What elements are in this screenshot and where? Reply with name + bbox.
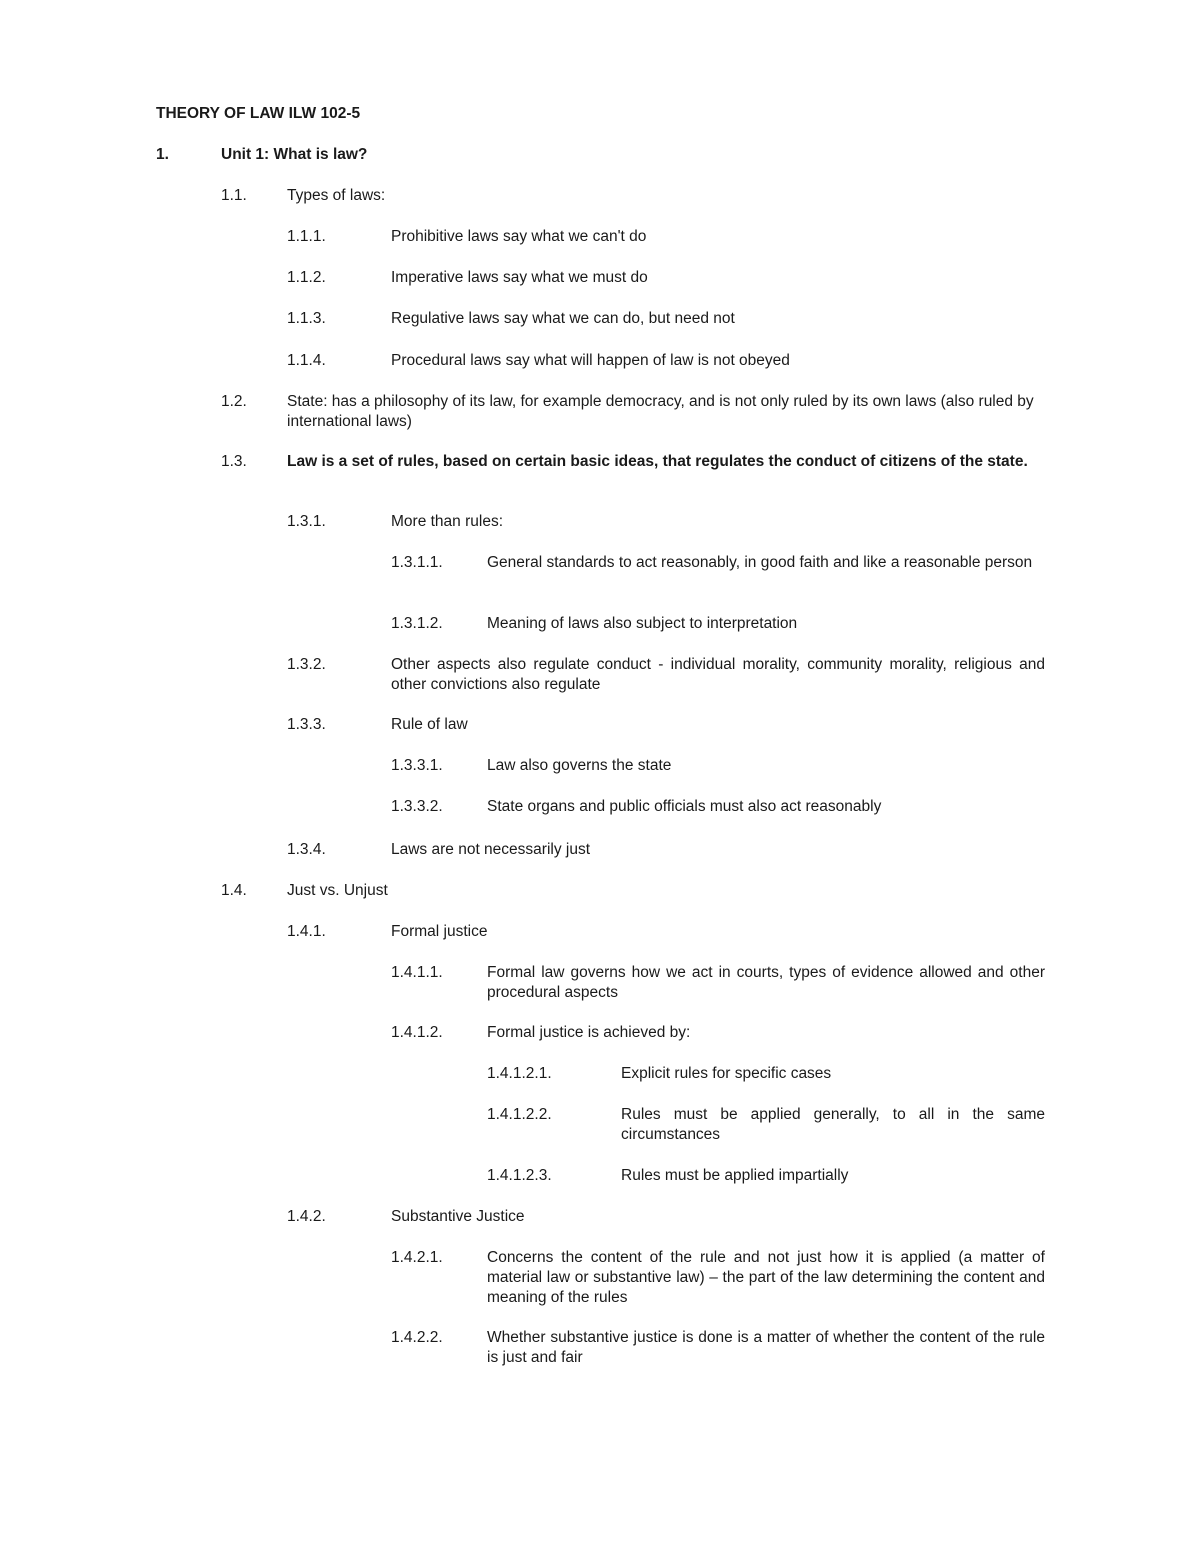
item-text: Prohibitive laws say what we can't do bbox=[391, 228, 647, 245]
item-number: 1.3.2. bbox=[287, 656, 326, 673]
item-text: General standards to act reasonably, in good faith and like a reasonable person bbox=[487, 554, 1033, 571]
item-text: Other aspects also regulate conduct - individual morality, community morality, religious and other convictions also regulate bbox=[391, 656, 1045, 693]
item-number: 1. bbox=[156, 146, 169, 163]
item-text: Rule of law bbox=[391, 716, 468, 733]
item-text: Whether substantive justice is done is a matter of whether the content of the rule is just and fair bbox=[487, 1329, 1045, 1366]
item-text: Meaning of laws also subject to interpretation bbox=[487, 615, 798, 632]
item-number: 1.3.3.1. bbox=[391, 757, 443, 774]
item-number: 1.3. bbox=[221, 453, 247, 470]
item-number: 1.3.1.2. bbox=[391, 615, 443, 632]
item-number: 1.1.3. bbox=[287, 310, 326, 327]
item-text: Explicit rules for specific cases bbox=[621, 1065, 832, 1082]
item-text: State: has a philosophy of its law, for example democracy, and is not only ruled by its own laws (also ruled by international laws) bbox=[287, 393, 1034, 430]
item-number: 1.1.4. bbox=[287, 352, 326, 369]
item-text: Law also governs the state bbox=[487, 757, 672, 774]
item-number: 1.2. bbox=[221, 393, 247, 410]
item-number: 1.3.4. bbox=[287, 841, 326, 858]
item-number: 1.3.1. bbox=[287, 513, 326, 530]
item-number: 1.3.3.2. bbox=[391, 798, 443, 815]
item-number: 1.4.1.1. bbox=[391, 964, 443, 981]
item-number: 1.4.1.2. bbox=[391, 1024, 443, 1041]
item-number: 1.1. bbox=[221, 187, 247, 204]
item-number: 1.4.2.2. bbox=[391, 1329, 443, 1346]
item-text: Rules must be applied impartially bbox=[621, 1167, 849, 1184]
item-text: More than rules: bbox=[391, 513, 503, 530]
item-number: 1.4.1. bbox=[287, 923, 326, 940]
item-text: Formal justice bbox=[391, 923, 488, 940]
item-number: 1.4.1.2.1. bbox=[487, 1065, 552, 1082]
item-number: 1.3.3. bbox=[287, 716, 326, 733]
item-text: Types of laws: bbox=[287, 187, 386, 204]
item-text: Formal law governs how we act in courts, types of evidence allowed and other procedural aspects bbox=[487, 964, 1045, 1001]
item-text: Unit 1: What is law? bbox=[221, 146, 368, 163]
item-number: 1.4. bbox=[221, 882, 247, 899]
item-text: Concerns the content of the rule and not just how it is applied (a matter of material law or substantive law) – the part of the law determining the content and meaning of the rules bbox=[487, 1249, 1045, 1306]
item-text: Substantive Justice bbox=[391, 1208, 525, 1225]
item-number: 1.1.2. bbox=[287, 269, 326, 286]
item-text: Imperative laws say what we must do bbox=[391, 269, 648, 286]
item-text: Formal justice is achieved by: bbox=[487, 1024, 691, 1041]
item-number: 1.4.1.2.3. bbox=[487, 1167, 552, 1184]
document-title: THEORY OF LAW ILW 102-5 bbox=[156, 105, 361, 122]
item-text: Rules must be applied generally, to all in the same circumstances bbox=[621, 1106, 1045, 1143]
item-text: State organs and public officials must also act reasonably bbox=[487, 798, 882, 815]
item-text: Procedural laws say what will happen of law is not obeyed bbox=[391, 352, 790, 369]
item-number: 1.1.1. bbox=[287, 228, 326, 245]
item-text: Regulative laws say what we can do, but need not bbox=[391, 310, 735, 327]
item-number: 1.3.1.1. bbox=[391, 554, 443, 571]
item-number: 1.4.1.2.2. bbox=[487, 1106, 552, 1123]
item-text: Laws are not necessarily just bbox=[391, 841, 591, 858]
item-number: 1.4.2.1. bbox=[391, 1249, 443, 1266]
item-text: Law is a set of rules, based on certain basic ideas, that regulates the conduct of citizens of the state. bbox=[287, 453, 1028, 470]
item-number: 1.4.2. bbox=[287, 1208, 326, 1225]
item-text: Just vs. Unjust bbox=[287, 882, 388, 899]
